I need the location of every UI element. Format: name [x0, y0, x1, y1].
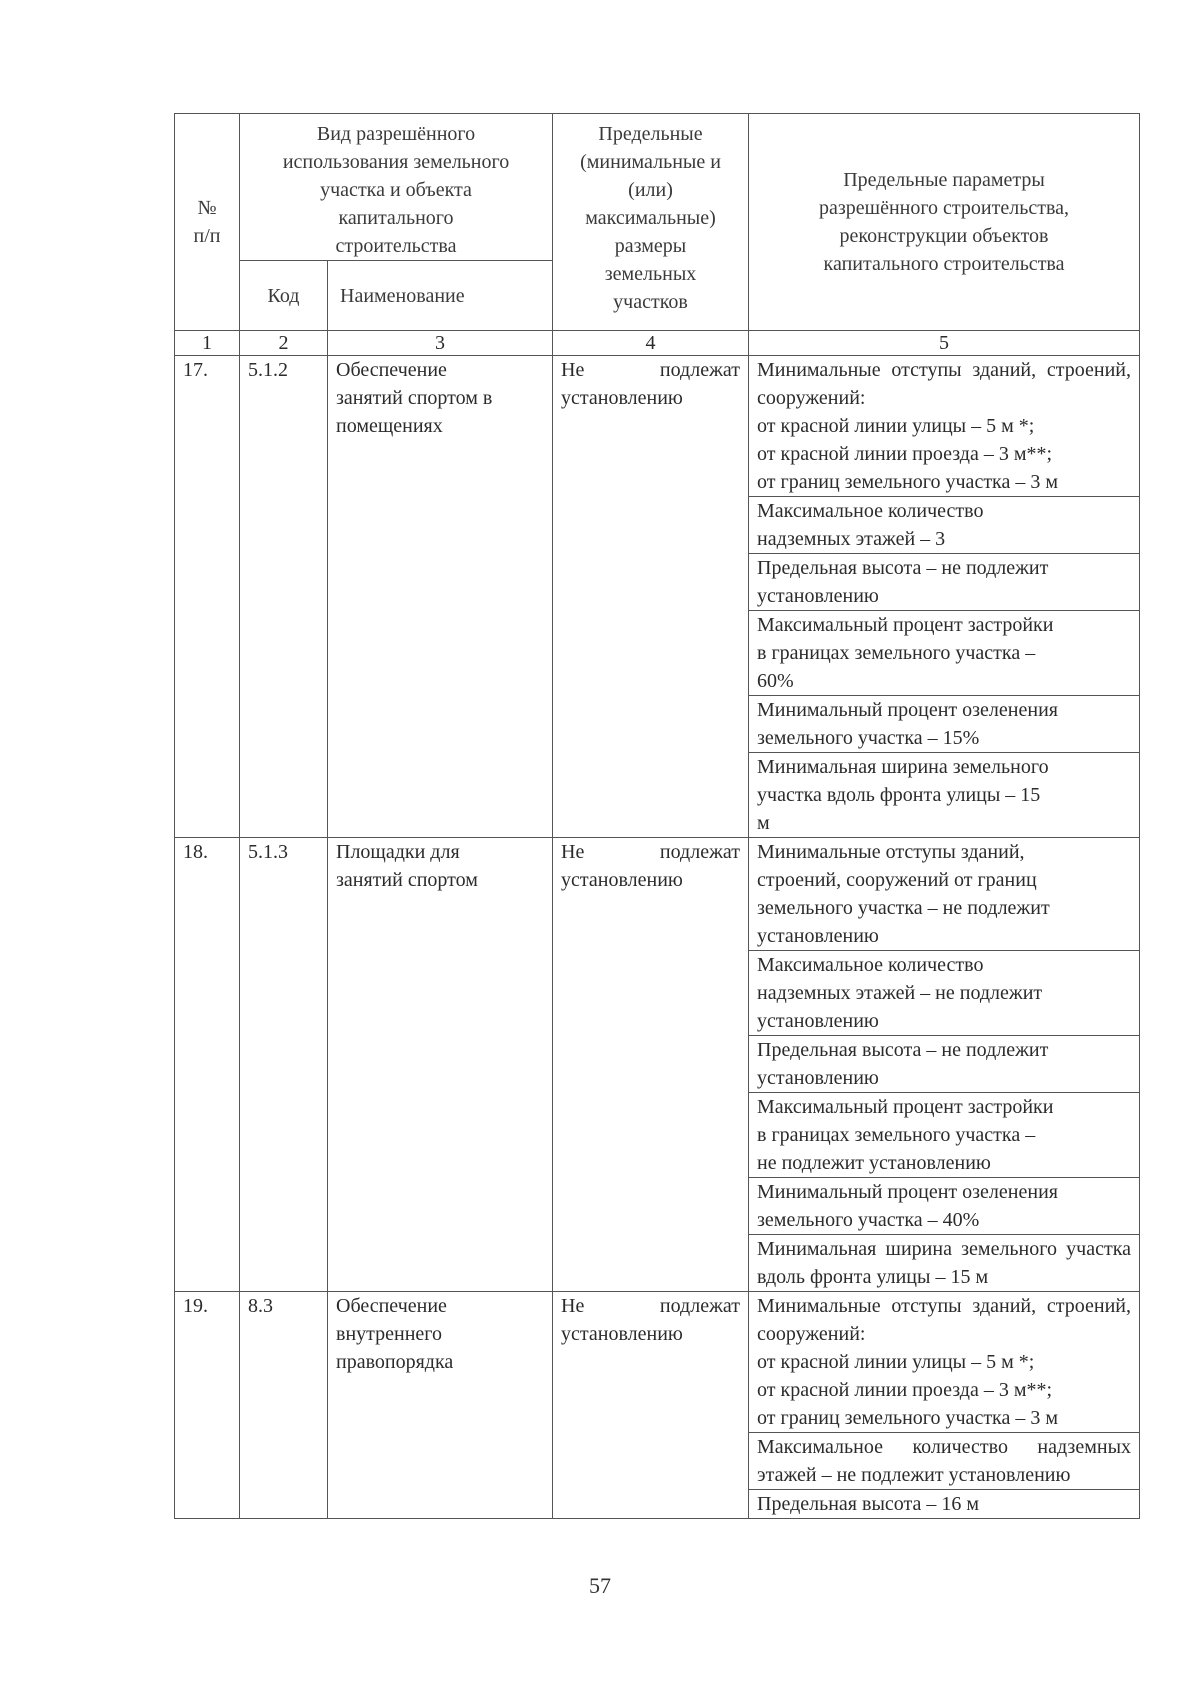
row-size: Не подлежат установлению	[553, 356, 749, 838]
header-code: Код	[240, 261, 328, 331]
parameter-cell: Предельная высота – не подлежит установлению	[749, 554, 1140, 611]
column-number-row	[175, 331, 1140, 356]
parameter-cell: Минимальные отступы зданий, строений, сооружений: от красной линии улицы – 5 м *; от красной линии проезда – 3 м**; от границ земельного участка – 3 м	[749, 1292, 1140, 1433]
row-name: Обеспечение занятий спортом в помещениях	[328, 356, 553, 838]
row-name: Площадки для занятий спортом	[328, 838, 553, 1292]
parameter-cell: Максимальный процент застройки в границах земельного участка – не подлежит установлению	[749, 1093, 1140, 1178]
row-name: Обеспечение внутреннего правопорядка	[328, 1292, 553, 1519]
row-number: 19.	[175, 1292, 240, 1519]
header-row-top	[175, 114, 1140, 261]
header-params: Предельные параметры разрешённого строительства, реконструкции объектов капитального строительства	[749, 114, 1140, 331]
column-number: 3	[328, 331, 553, 356]
page-number: 57	[589, 1573, 611, 1598]
parameter-cell: Максимальное количество надземных этажей – не подлежит установлению	[749, 1433, 1140, 1490]
column-number: 2	[240, 331, 328, 356]
parameter-cell: Максимальное количество надземных этажей – 3	[749, 497, 1140, 554]
table-row	[175, 838, 1140, 951]
header-use-type: Вид разрешённого использования земельного участка и объекта капитального строительства	[240, 114, 553, 261]
header-size: Предельные (минимальные и (или) максимальные) размеры земельных участков	[553, 114, 749, 331]
column-number: 5	[749, 331, 1140, 356]
parameter-cell: Минимальная ширина земельного участка вдоль фронта улицы – 15 м	[749, 1235, 1140, 1292]
table-row	[175, 1292, 1140, 1433]
parameter-cell: Минимальные отступы зданий, строений, сооружений: от красной линии улицы – 5 м *; от красной линии проезда – 3 м**; от границ земельного участка – 3 м	[749, 356, 1140, 497]
column-number: 4	[553, 331, 749, 356]
row-code: 8.3	[240, 1292, 328, 1519]
parameter-cell: Предельная высота – не подлежит установлению	[749, 1036, 1140, 1093]
parameter-cell: Минимальный процент озеленения земельного участка – 15%	[749, 696, 1140, 753]
parameter-cell: Минимальные отступы зданий, строений, сооружений от границ земельного участка – не подлежит установлению	[749, 838, 1140, 951]
row-number: 18.	[175, 838, 240, 1292]
column-number: 1	[175, 331, 240, 356]
header-name: Наименование	[328, 261, 553, 331]
parameter-cell: Минимальный процент озеленения земельного участка – 40%	[749, 1178, 1140, 1235]
parameter-cell: Максимальное количество надземных этажей – не подлежит установлению	[749, 951, 1140, 1036]
row-number: 17.	[175, 356, 240, 838]
table-row	[175, 356, 1140, 497]
parameter-cell: Минимальная ширина земельного участка вдоль фронта улицы – 15 м	[749, 753, 1140, 838]
parameter-cell: Максимальный процент застройки в границах земельного участка – 60%	[749, 611, 1140, 696]
parameter-cell: Предельная высота – 16 м	[749, 1490, 1140, 1519]
row-code: 5.1.3	[240, 838, 328, 1292]
row-size: Не подлежат установлению	[553, 838, 749, 1292]
zoning-parameters-table	[174, 113, 1140, 1519]
row-code: 5.1.2	[240, 356, 328, 838]
header-num: № п/п	[175, 114, 240, 331]
row-size: Не подлежат установлению	[553, 1292, 749, 1519]
